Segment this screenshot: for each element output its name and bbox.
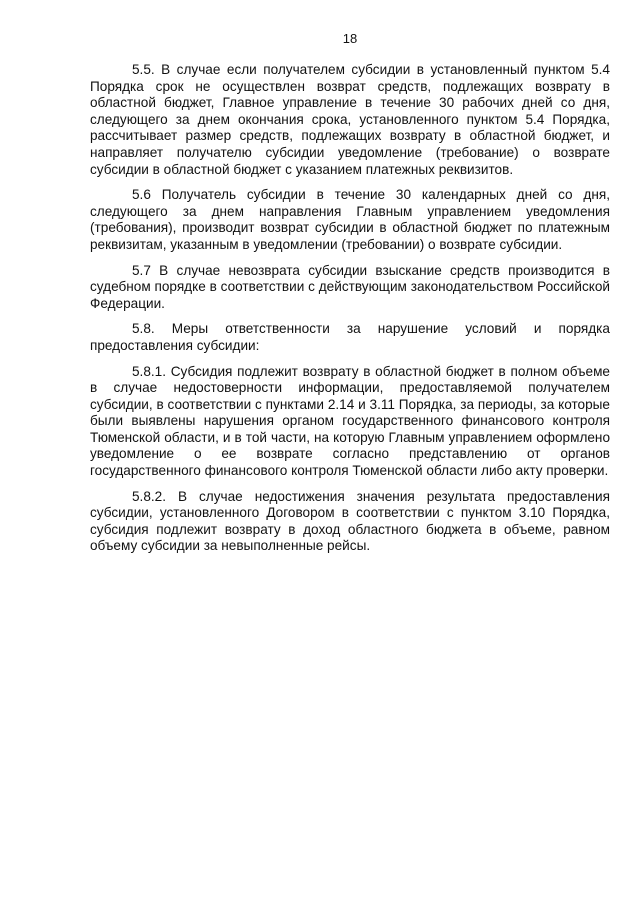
- paragraph-5-8: 5.8. Меры ответственности за нарушение условий и порядка предоставления субсидии:: [90, 321, 610, 353]
- paragraph-5-5: 5.5. В случае если получателем субсидии в установленный пунктом 5.4 Порядка срок не осуществлен возврат средств, подлежащих возврату в областной бюджет, Главное управление в течение 30 рабочих дней со дня, следующего за днем окончания срока, установленного пунктом 5.4 Порядка, рассчитывает размер средств, подлежащих возврату в областной бюджет, и направляет получателю субсидии уведомление (требование) о возврате субсидии в областной бюджет с указанием платежных реквизитов.: [90, 62, 610, 177]
- paragraph-5-8-1: 5.8.1. Субсидия подлежит возврату в областной бюджет в полном объеме в случае недостоверности информации, предоставляемой получателем субсидии, в соответствии с пунктами 2.14 и 3.11 Порядка, за периоды, за которые были выявлены нарушения органом государственного финансового контроля Тюменской области, и в той части, на которую Главным управлением оформлено уведомление о ее возврате согласно представлению от органов государственного финансового контроля Тюменской области либо акту проверки.: [90, 363, 610, 479]
- paragraph-5-6: 5.6 Получатель субсидии в течение 30 календарных дней со дня, следующего за днем направления Главным управлением уведомления (требования), производит возврат субсидии в областной бюджет по платежным реквизитам, указанным в уведомлении (требовании) о возврате субсидии.: [90, 187, 610, 252]
- document-body: [90, 62, 610, 564]
- paragraph-5-7: 5.7 В случае невозврата субсидии взыскание средств производится в судебном порядке в соответствии с действующим законодательством Российской Федерации.: [90, 262, 610, 311]
- page-number: 18: [342, 31, 358, 46]
- paragraph-5-8-2: 5.8.2. В случае недостижения значения результата предоставления субсидии, установленного Договором в соответствии с пунктом 3.10 Порядка, субсидия подлежит возврату в доход областного бюджета в объеме, равном объему субсидии за невыполненные рейсы.: [90, 488, 610, 554]
